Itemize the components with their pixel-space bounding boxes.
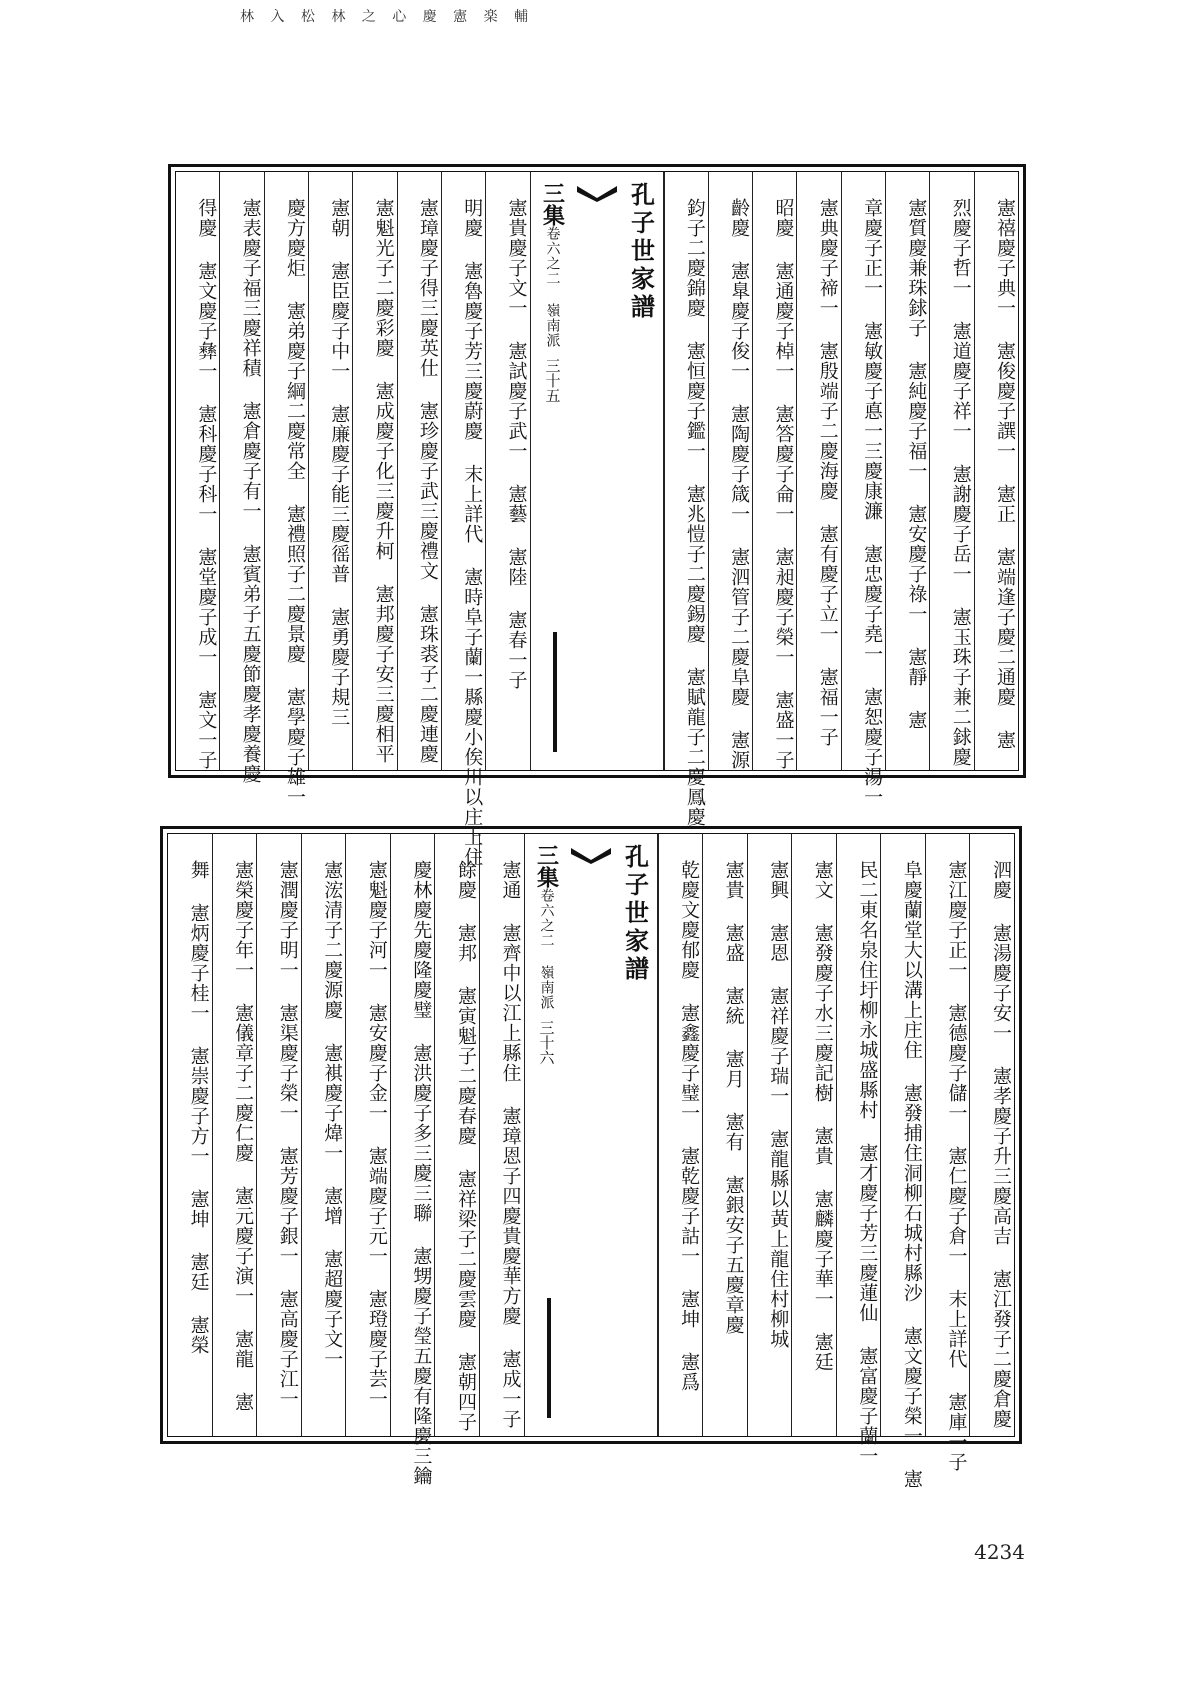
genealogy-column — [256, 834, 301, 1436]
center-bar — [547, 1298, 551, 1418]
genealogy-column — [747, 834, 792, 1436]
column-text: 憲典慶子禘一 憲殷端子二慶海慶 憲有慶子立一 憲福一子 — [816, 198, 839, 747]
genealogy-column — [658, 834, 703, 1436]
column-text: 憲浤清子二慶源慶 憲褀慶子煒一 憲增 憲超慶子文一 — [321, 860, 344, 1369]
column-text: 慶方慶炬 憲弟慶子綱二慶常全 憲禮照子二慶景慶 憲學慶子雄一 — [283, 198, 306, 807]
column-text: 憲朝 憲臣慶子中一 憲廉慶子能三慶徭普 憲勇慶子規三 — [328, 198, 351, 727]
genealogy-column — [441, 172, 485, 867]
column-text: 憲表慶子福三慶祥積 憲倉慶子有一 憲賓弟子五慶節慶孝慶養慶 — [239, 198, 262, 784]
genealogy-column — [168, 834, 212, 1436]
genealogy-column — [796, 172, 840, 770]
column-text: 憲魁光子二慶彩慶 憲成慶子化三慶升柯 憲邦慶子安三慶相平 — [372, 198, 395, 764]
fishtail-mark-icon — [575, 184, 619, 202]
column-text: 慶林慶先慶隆慶璧 憲洪慶子多三慶三聯 憲甥慶子瑩五慶有隆慶三鑰 — [410, 860, 433, 1486]
section-label: 卷六之二 嶺南派 — [538, 888, 555, 1010]
column-text: 齡慶 憲臯慶子俊一 憲陶慶子箴一 憲泗管子二慶阜慶 憲源 — [728, 198, 751, 770]
column-text: 憲貴 憲盛 憲統 憲月 憲有 憲銀安子五慶章慶 — [722, 860, 745, 1335]
genealogy-column — [479, 834, 524, 1436]
genealogy-column — [212, 834, 257, 1436]
genealogy-column — [345, 834, 390, 1436]
genealogy-column — [264, 172, 308, 807]
center-fold-column — [524, 834, 658, 1436]
genealogy-column — [969, 834, 1014, 1436]
panel-columns — [167, 833, 1015, 1489]
genealogy-column — [929, 172, 973, 770]
genealogy-column — [880, 834, 925, 1489]
fishtail-mark-icon — [569, 846, 613, 864]
genealogy-column — [925, 834, 970, 1472]
center-fold-column — [530, 172, 664, 770]
genealogy-column — [836, 834, 881, 1466]
genealogy-column — [791, 834, 836, 1436]
column-text: 憲質慶兼珠銶子 憲純慶子福一 憲安慶子祿一 憲靜 憲 — [905, 198, 928, 730]
column-text: 乾慶文慶郁慶 憲鑫慶子璧一 憲乾慶子詁一 憲坤 憲爲 — [678, 860, 701, 1392]
center-bar — [553, 632, 557, 752]
genealogy-column — [390, 834, 435, 1486]
column-text: 泗慶 憲湯慶子安一 憲孝慶子升三慶高吉 憲江發子二慶倉慶 — [990, 860, 1012, 1429]
genealogy-page-upper — [168, 164, 1026, 867]
genealogy-column — [974, 172, 1018, 770]
genealogy-column — [702, 834, 747, 1436]
genealogy-column — [308, 172, 352, 770]
column-text: 舞 憲炳慶子桂一 憲崇慶子方一 憲坤 憲廷 憲榮 — [187, 860, 210, 1355]
genealogy-column — [664, 172, 708, 827]
column-text: 憲魁慶子河一 憲安慶子金一 憲端慶子元一 憲璒慶子芸一 — [365, 860, 388, 1409]
genealogy-column — [708, 172, 752, 770]
genealogy-column — [352, 172, 396, 770]
folio-number: 三十六 — [537, 1020, 556, 1065]
genealogy-column — [176, 172, 219, 770]
page-number: 4234 — [974, 1540, 1025, 1564]
column-text: 阜慶蘭堂大以溝上庄住 憲發捕住洞柳石城村縣沙 憲文慶子榮一 憲 — [900, 860, 923, 1489]
panel-columns — [175, 171, 1019, 867]
column-text: 憲潤慶子明一 憲渠慶子榮一 憲芳慶子銀一 憲高慶子江一 — [276, 860, 299, 1409]
genealogy-column — [841, 172, 885, 807]
column-text: 憲榮慶子年一 憲儀章子二慶仁慶 憲元慶子演一 憲龍 憲 — [232, 860, 255, 1412]
genealogy-column — [397, 172, 441, 770]
genealogy-column — [219, 172, 263, 784]
column-text: 憲禧慶子典一 憲俊慶子譔一 憲正 憲端逢子慶二通慶 憲 — [994, 198, 1016, 750]
genealogy-page-lower — [160, 826, 1022, 1489]
column-text: 章慶子正一 憲敏慶子悳一三慶康濂 憲忠慶子堯一 憲恕慶子湯一 — [861, 198, 884, 807]
column-text: 烈慶子哲一 憲道慶子祥一 憲謝慶子岳一 憲玉珠子兼二銶慶 — [949, 198, 972, 767]
book-title: 孔子世家譜 — [626, 182, 656, 322]
column-text: 憲興 憲恩 憲祥慶子瑞一 憲龍縣以黃上龍住村柳城 — [767, 860, 790, 1349]
column-text: 憲璋慶子得三慶英仕 憲珍慶子武三慶禮文 憲珠裘子二慶連慶 — [416, 198, 439, 764]
top-scan-fragment: 林 入 松 林 之 心 慶 憲 楽 輔 — [240, 9, 535, 25]
column-text: 民二東名泉住圩柳永城盛縣村 憲才慶子芳三慶蓮仙 憲富慶子蘭一 — [856, 860, 879, 1466]
column-text: 憲通 憲齊中以江上縣住 憲璋恩子四慶貴慶華方慶 憲成一子 — [499, 860, 522, 1429]
genealogy-column — [434, 834, 479, 1436]
genealogy-column — [752, 172, 796, 770]
genealogy-column — [485, 172, 529, 770]
collection-label: 三集 — [539, 182, 566, 226]
column-text: 昭慶 憲通慶子棹一 憲答慶子侖一 憲昶慶子榮一 憲盛一子 — [772, 198, 795, 770]
column-text: 得慶 憲文慶子彝一 憲科慶子科一 憲堂慶子成一 憲文一子 — [195, 198, 218, 770]
folio-number: 三十五 — [543, 358, 562, 403]
genealogy-column — [301, 834, 346, 1436]
book-title: 孔子世家譜 — [620, 844, 650, 984]
genealogy-column — [885, 172, 929, 770]
collection-label: 三集 — [533, 844, 560, 888]
column-text: 憲貴慶子文一 憲試慶子武一 憲藝 憲陸 憲春一子 — [505, 198, 528, 690]
column-text: 憲江慶子正一 憲德慶子儲一 憲仁慶子倉一 末上詳代 憲庫一子 — [945, 860, 968, 1472]
column-text: 憲文 憲發慶子水三慶記樹 憲貴 憲麟慶子華一 憲廷 — [811, 860, 834, 1372]
column-text: 明慶 憲魯慶子芳三慶蔚慶 末上詳代 憲時阜子蘭一縣慶小俟川以庄上住 — [461, 198, 484, 867]
column-text: 鈞子二慶錦慶 憲恒慶子鑑一 憲兆愷子二慶錫慶 憲賦龍子二慶鳳慶 — [683, 198, 706, 827]
column-text: 餘慶 憲邦 憲寅魁子二慶春慶 憲祥梁子二慶雲慶 憲朝四子 — [454, 860, 477, 1432]
section-label: 卷六之二 嶺南派 — [544, 226, 561, 348]
